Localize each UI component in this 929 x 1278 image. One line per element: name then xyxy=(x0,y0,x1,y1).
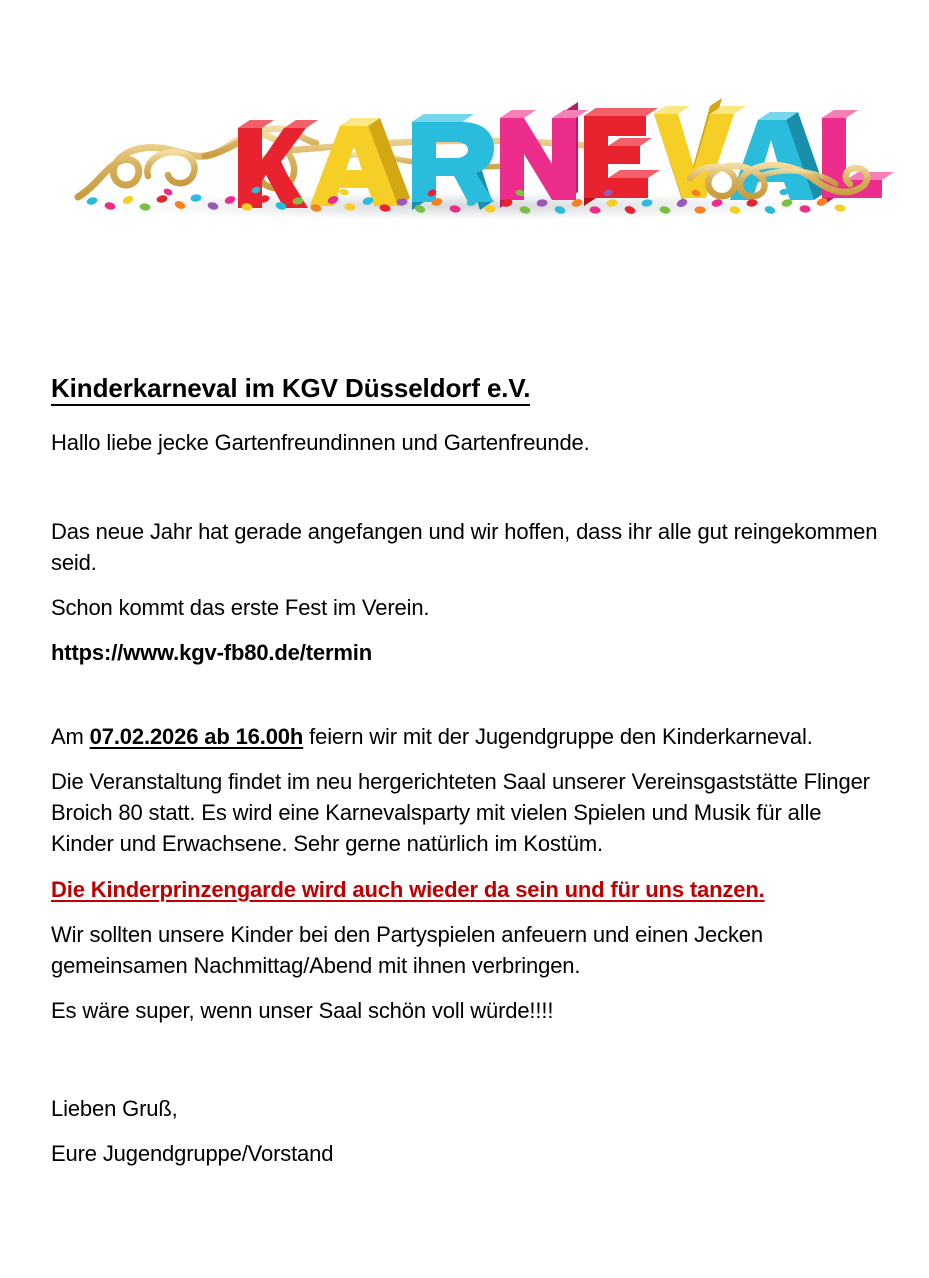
letter-A-2 xyxy=(730,112,826,200)
date-suffix: feiern wir mit der Jugendgruppe den Kinderkarneval. xyxy=(309,723,813,749)
wish-paragraph: Es wäre super, wenn unser Saal schön voll würde!!!! xyxy=(51,998,554,1024)
document-body xyxy=(51,372,883,1183)
encourage-paragraph: Wir sollten unsere Kinder bei den Partyspielen anfeuern und einen Jecken gemeinsamen Nachmittag/Abend mit ihnen verbringen. xyxy=(51,921,763,979)
letter-N xyxy=(500,102,588,208)
date-emphasis: 07.02.2026 ab 16.00h xyxy=(89,723,304,749)
closing-paragraph: Lieben Gruß, xyxy=(51,1095,178,1121)
spacer-after-greeting xyxy=(51,472,883,516)
venue-paragraph: Die Veranstaltung findet im neu hergerichteten Saal unserer Vereinsgaststätte Flinger Broich 80 statt. Es wird eine Karnevalsparty mit vielen Spielen und Musik für alle Kinder und Erwachsene. Sehr gerne natürlich im Kostüm. xyxy=(51,768,870,857)
intro-paragraph: Das neue Jahr hat gerade angefangen und wir hoffen, dass ihr alle gut reingekommen seid. xyxy=(51,518,878,575)
date-paragraph xyxy=(51,721,883,752)
greeting-paragraph: Hallo liebe jecke Gartenfreundinnen und Gartenfreunde. xyxy=(51,429,590,455)
highlight-paragraph: Die Kinderprinzengarde wird auch wieder da sein und für uns tanzen. xyxy=(51,876,765,902)
page-title-text: Kinderkarneval im KGV Düsseldorf e.V. xyxy=(51,373,530,406)
event-link[interactable]: https://www.kgv-fb80.de/termin xyxy=(51,640,373,666)
karneval-header-image xyxy=(0,0,929,330)
date-prefix: Am xyxy=(51,723,84,749)
signature-paragraph: Eure Jugendgruppe/Vorstand xyxy=(51,1140,334,1166)
spacer-before-closing xyxy=(51,1041,883,1093)
spacer-after-link xyxy=(51,683,883,721)
letter-E xyxy=(584,108,660,206)
page-title xyxy=(51,372,883,405)
next-event-paragraph: Schon kommt das erste Fest im Verein. xyxy=(51,595,430,621)
karneval-banner-svg xyxy=(0,0,929,330)
